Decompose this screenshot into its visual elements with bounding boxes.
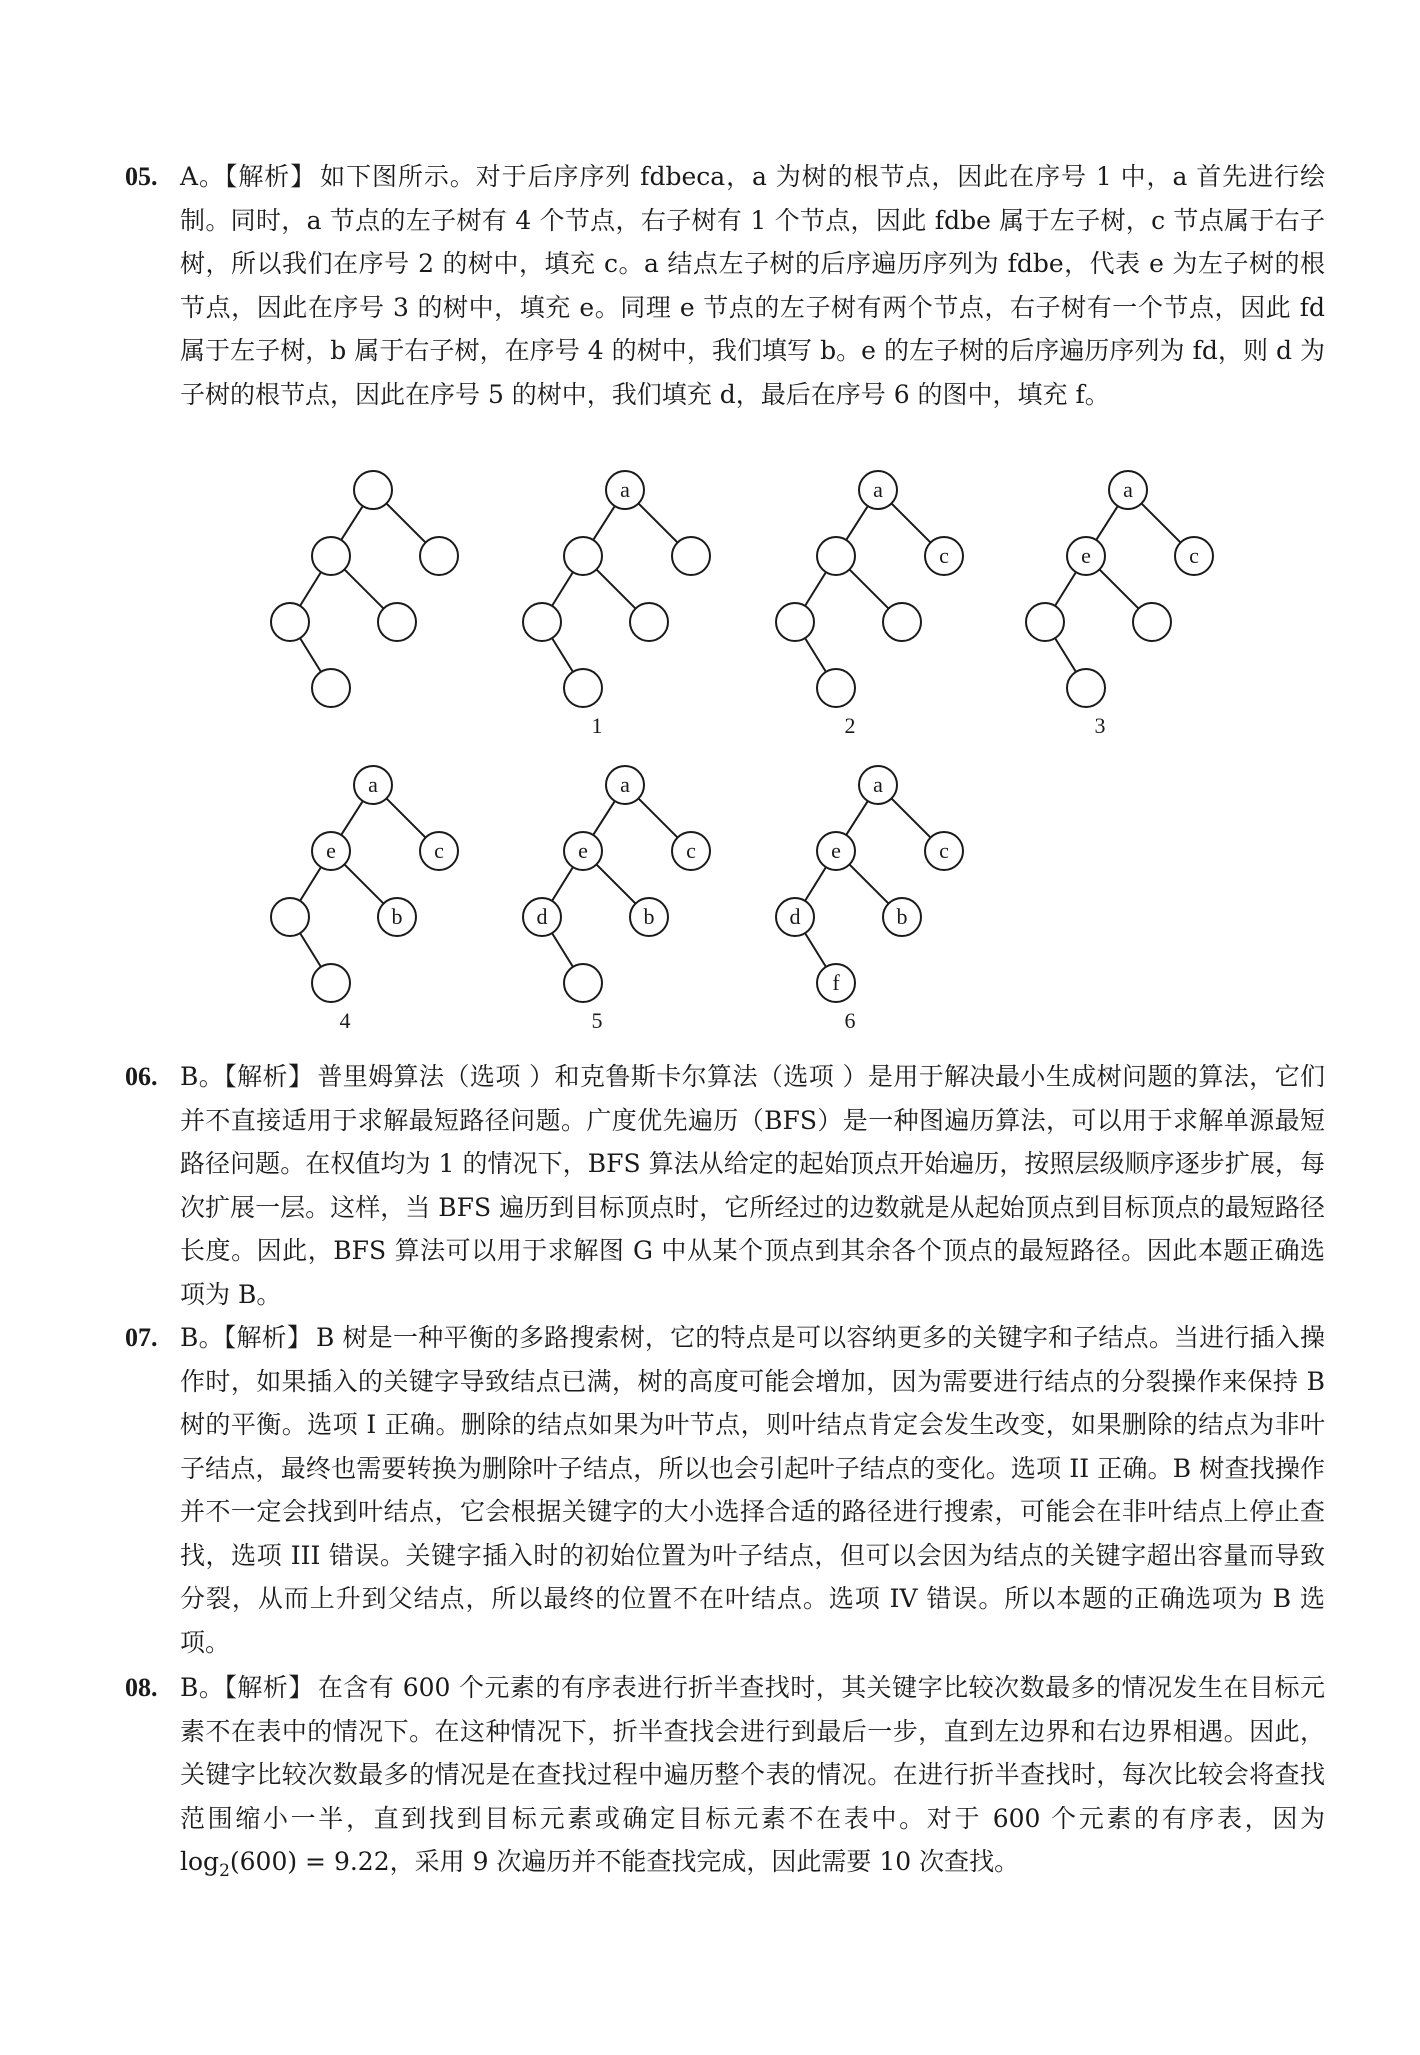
node-label: b: [391, 904, 403, 929]
tree-edge: [344, 864, 383, 903]
tree-caption: 1: [591, 713, 603, 738]
item-answer: B。【解析】: [180, 1062, 314, 1091]
tree-edge: [300, 867, 321, 901]
tree-node: [1133, 603, 1171, 641]
tree-caption: 3: [1094, 713, 1106, 738]
tree-2: [523, 471, 710, 738]
tree-node: [312, 669, 350, 707]
tree-edge: [341, 506, 363, 540]
log-base: 2: [219, 1861, 230, 1881]
tree-edge: [849, 864, 888, 903]
tree-caption: 6: [844, 1008, 856, 1033]
tree-node: [271, 898, 309, 936]
node-label: e: [578, 838, 588, 863]
tree-7: [776, 766, 963, 1033]
tree-edge: [891, 798, 930, 837]
tree-node: [312, 964, 350, 1002]
item-number: 08.: [125, 1673, 158, 1702]
tree-node: [776, 603, 814, 641]
tree-node: [817, 669, 855, 707]
tree-5: [271, 766, 458, 1033]
tree-edge: [805, 638, 826, 672]
tree-edge: [386, 503, 425, 542]
node-label: e: [1081, 543, 1091, 568]
item-answer: B。【解析】: [180, 1673, 314, 1702]
tree-edge: [805, 572, 826, 606]
tree-edge: [386, 798, 425, 837]
item-body: [180, 1055, 1325, 1316]
tree-edge: [596, 864, 635, 903]
tree-edge: [552, 572, 573, 606]
node-label: c: [939, 838, 949, 863]
tree-edge: [805, 867, 826, 901]
item-number: 07.: [125, 1323, 158, 1352]
tree-caption: 4: [339, 1008, 351, 1033]
node-label: a: [620, 772, 630, 797]
tree-1: [271, 471, 458, 707]
tree-caption: 2: [844, 713, 856, 738]
tree-node: [672, 537, 710, 575]
tree-6: [523, 766, 710, 1033]
item-text: 普里姆算法（选项 ）和克鲁斯卡尔算法（选项 ）是用于解决最小生成树问题的算法，它们并不直接适用于求解最短路径问题。广度优先遍历（BFS）是一种图遍历算法，可以用于求解单源最短路径问题。在权值均为 1 的情况下，BFS 算法从给定的起始顶点开始遍历，按照层级顺序逐步扩展，每次扩展一层。这样，当 BFS 遍历到目标顶点时，它所经过的边数就是从起始顶点到目标顶点的最短路径长度。因此，BFS 算法可以用于求解图 G 中从某个顶点到其余各个顶点的最短路径。因此本题正确选项为 B。: [180, 1062, 1325, 1309]
tree-edge: [593, 506, 615, 540]
answer-item-08: [125, 1666, 1325, 1894]
tree-node: [312, 537, 350, 575]
tree-caption: 5: [591, 1008, 603, 1033]
tree-4: [1026, 471, 1213, 738]
tree-edge: [300, 933, 321, 967]
tree-edge: [849, 569, 888, 608]
node-label: b: [896, 904, 908, 929]
answer-item-06: [125, 1055, 1325, 1316]
tree-edge: [593, 801, 615, 835]
tree-edge: [1099, 569, 1138, 608]
node-label: b: [643, 904, 655, 929]
tree-node: [817, 537, 855, 575]
node-label: c: [1189, 543, 1199, 568]
tree-node: [564, 669, 602, 707]
tree-node: [420, 537, 458, 575]
node-label: e: [831, 838, 841, 863]
tree-node: [354, 471, 392, 509]
node-label: c: [434, 838, 444, 863]
item-number: 06.: [125, 1062, 158, 1091]
tree-node: [1026, 603, 1064, 641]
node-label: a: [1123, 477, 1133, 502]
tree-node: [564, 964, 602, 1002]
item-number: 05.: [125, 162, 158, 191]
item-body: [180, 1666, 1325, 1894]
tree-edge: [300, 638, 321, 672]
tree-edge: [552, 933, 573, 967]
node-label: d: [789, 904, 801, 929]
node-label: a: [620, 477, 630, 502]
tree-edge: [846, 801, 868, 835]
tree-edge: [1055, 638, 1076, 672]
node-label: e: [326, 838, 336, 863]
tree-3: [776, 471, 963, 738]
tree-edge: [805, 933, 826, 967]
tree-node: [564, 537, 602, 575]
tree-edge: [638, 798, 677, 837]
tree-node: [630, 603, 668, 641]
item-text-before: 在含有 600 个元素的有序表进行折半查找时，其关键字比较次数最多的情况发生在目标元素不在表中的情况下。在这种情况下，折半查找会进行到最后一步，直到左边界和右边界相遇。因此，关键字比较次数最多的情况是在查找过程中遍历整个表的情况。在进行折半查找时，每次比较会将查找范围缩小一半，直到找到目标元素或确定目标元素不在表中。对于 600 个元素的有序表，因为 log: [180, 1673, 1325, 1876]
node-label: a: [368, 772, 378, 797]
item-text: 如下图所示。对于后序序列 fdbeca，a 为树的根节点，因此在序号 1 中，a 首先进行绘制。同时，a 节点的左子树有 4 个节点，右子树有 1 个节点，因此 fdbe 属于左子树，c 节点属于右子树，所以我们在序号 2 的树中，填充 c。a 结点左子树的后序遍历序列为 fdbe，代表 e 为左子树的根节点，因此在序号 3 的树中，填充 e。同理 e 节点的左子树有两个节点，右子树有一个节点，因此 fd 属于左子树，b 属于右子树，在序号 4 的树中，我们填写 b。e 的左子树的后序遍历序列为 fd，则 d 为子树的根节点，因此在序号 5 的树中，我们填充 d，最后在序号 6 的图中，填充 f。: [180, 162, 1325, 409]
tree-node: [378, 603, 416, 641]
node-label: a: [873, 477, 883, 502]
tree-edge: [596, 569, 635, 608]
tree-edge: [638, 503, 677, 542]
tree-edge: [846, 506, 868, 540]
node-label: f: [832, 970, 840, 995]
tree-node: [523, 603, 561, 641]
tree-node: [1067, 669, 1105, 707]
tree-edge: [891, 503, 930, 542]
tree-node: [271, 603, 309, 641]
tree-edge: [1096, 506, 1118, 540]
node-label: c: [939, 543, 949, 568]
tree-edge: [341, 801, 363, 835]
item-text: B 树是一种平衡的多路搜索树，它的特点是可以容纳更多的关键字和子结点。当进行插入操作时，如果插入的关键字导致结点已满，树的高度可能会增加，因为需要进行结点的分裂操作来保持 B 树的平衡。选项 I 正确。删除的结点如果为叶节点，则叶结点肯定会发生改变，如果删除的结点为非叶子结点，最终也需要转换为删除叶子结点，所以也会引起叶子结点的变化。选项 II 正确。B 树查找操作并不一定会找到叶结点，它会根据关键字的大小选择合适的路径进行搜索，可能会在非叶结点上停止查找，选项 III 错误。关键字插入时的初始位置为叶子结点，但可以会因为结点的关键字超出容量而导致分裂，从而上升到父结点，所以最终的位置不在叶结点。选项 IV 错误。所以本题的正确选项为 B 选项。: [180, 1323, 1325, 1657]
node-label: a: [873, 772, 883, 797]
tree-edge: [1055, 572, 1076, 606]
tree-edge: [552, 867, 573, 901]
item-answer: A。【解析】: [180, 162, 317, 191]
tree-edge: [552, 638, 573, 672]
tree-edge: [1141, 503, 1180, 542]
tree-edge: [300, 572, 321, 606]
node-label: d: [536, 904, 548, 929]
item-answer: B。【解析】: [180, 1323, 313, 1352]
item-text-after: (600) = 9.22，采用 9 次遍历并不能查找完成，因此需要 10 次查找。: [229, 1847, 1020, 1876]
node-label: c: [686, 838, 696, 863]
tree-node: [883, 603, 921, 641]
tree-edge: [344, 569, 383, 608]
item-body: [180, 1316, 1325, 1664]
answer-item-07: [125, 1316, 1325, 1664]
